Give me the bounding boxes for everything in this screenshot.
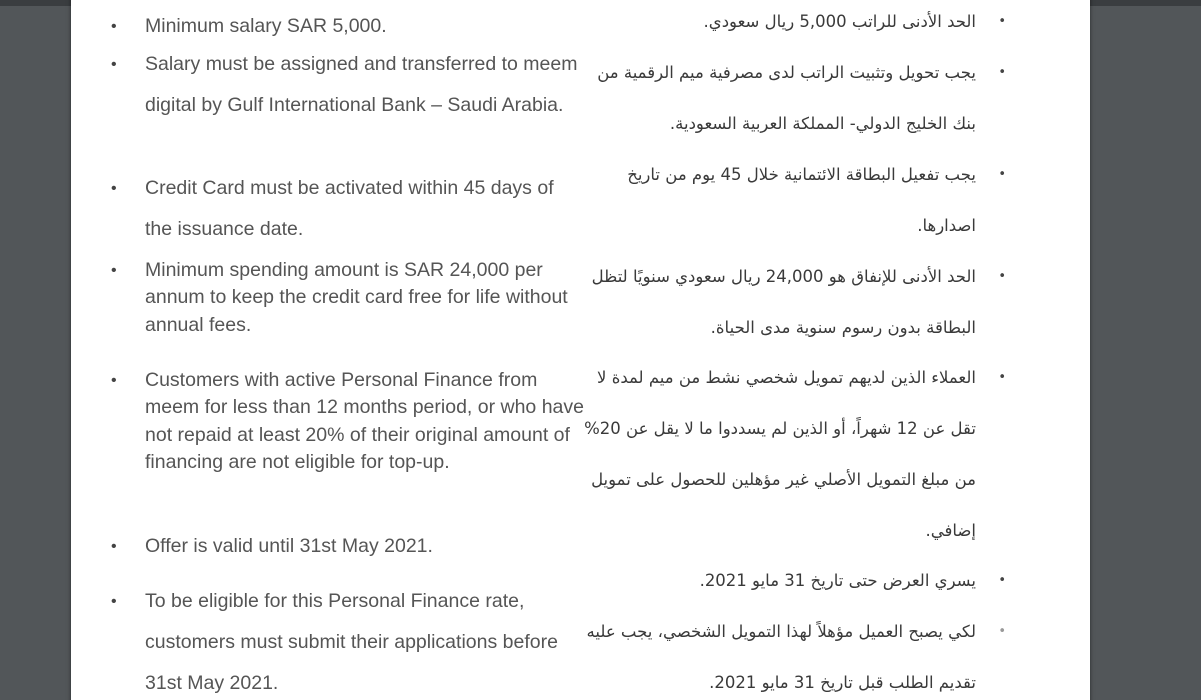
terms-item-ar-4: • الحد الأدنى للإنفاق هو 24,000 ريال سعودي سنويًا لتظل البطاقة بدون رسوم سنوية مدى الحياة. bbox=[581, 251, 976, 353]
terms-item-en-1: • Minimum salary SAR 5,000. bbox=[145, 6, 585, 47]
terms-item-ar-2: • يجب تحويل وتثبيت الراتب لدى مصرفية ميم الرقمية من بنك الخليج الدولي- المملكة العربية السعودية. bbox=[581, 47, 976, 149]
document-page bbox=[71, 0, 1090, 700]
bullet-icon: • bbox=[111, 372, 117, 389]
bullet-icon: • bbox=[111, 18, 117, 35]
terms-item-en-6: • Offer is valid until 31st May 2021. bbox=[145, 526, 585, 567]
bullet-icon: • bbox=[998, 14, 1006, 29]
terms-item-ar-1: • الحد الأدنى للراتب 5,000 ريال سعودي. bbox=[581, 0, 976, 47]
terms-item-ar-5: • العملاء الذين لديهم تمويل شخصي نشط من ميم لمدة لا تقل عن 12 شهراً، أو الذين لم يسددوا ما لا يقل عن 20% من مبلغ التمويل الأصلي غير مؤهلين للحصول على تمويل إضافي. bbox=[581, 352, 976, 556]
terms-item-en-5: • Customers with active Personal Finance from meem for less than 12 months period, or who have not repaid at least 20% of their original amount of financing are not eligible for top-up. bbox=[111, 369, 584, 473]
terms-item-ar-6: • يسري العرض حتى تاريخ 31 مايو 2021. bbox=[581, 555, 976, 606]
bullet-icon: • bbox=[111, 180, 117, 197]
terms-item-ar-3: • يجب تفعيل البطاقة الائتمانية خلال 45 يوم من تاريخ اصدارها. bbox=[581, 149, 976, 251]
terms-item-en-7: • To be eligible for this Personal Finance rate, customers must submit their applications before 31st May 2021. bbox=[145, 581, 585, 700]
bullet-icon: • bbox=[111, 538, 117, 555]
bullet-icon: • bbox=[998, 624, 1006, 639]
terms-item-en-4: • Minimum spending amount is SAR 24,000 per annum to keep the credit card free for life without annual fees. bbox=[111, 259, 568, 336]
terms-item-en-3: • Credit Card must be activated within 45 days of the issuance date. bbox=[145, 168, 585, 250]
terms-item-en-2: • Salary must be assigned and transferred to meem digital by Gulf International Bank – Saudi Arabia. bbox=[145, 44, 585, 126]
bullet-icon: • bbox=[998, 269, 1006, 284]
bullet-icon: • bbox=[998, 370, 1006, 385]
bullet-icon: • bbox=[998, 167, 1006, 182]
bullet-icon: • bbox=[998, 65, 1006, 80]
bullet-icon: • bbox=[998, 573, 1006, 588]
terms-item-ar-7: • لكي يصبح العميل مؤهلاً لهذا التمويل الشخصي، يجب عليه تقديم الطلب قبل تاريخ 31 مايو 2021. bbox=[581, 606, 976, 700]
bullet-icon: • bbox=[111, 262, 117, 279]
bullet-icon: • bbox=[111, 56, 117, 73]
bullet-icon: • bbox=[111, 593, 117, 610]
